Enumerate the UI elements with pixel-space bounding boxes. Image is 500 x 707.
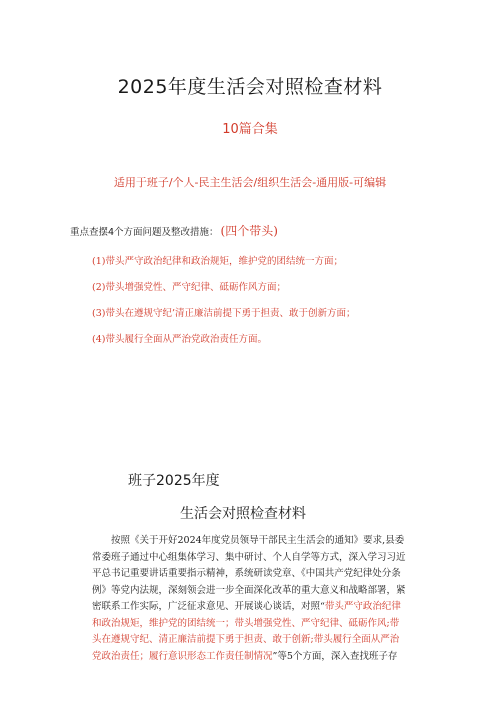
paragraph-line xyxy=(92,550,434,567)
highlight-text: 头在遵规守纪、清正廉洁前提下勇于担责、敢于创新;带头履行全面从严治 xyxy=(92,634,400,645)
line-text: 平总书记重要讲话重要指示精神，系统研读党章、《中国共产党纪律处分条 xyxy=(92,568,401,579)
paragraph-line xyxy=(92,632,434,649)
focus-heading xyxy=(70,222,278,239)
applicability-note: 适用于班子/个人-民主生活会/组织生活会-通用版-可编辑 xyxy=(113,176,387,189)
focus-item: (2)带头增强党性、严守纪律、砥砺作风方面； xyxy=(92,282,286,293)
paragraph-line xyxy=(92,616,434,633)
focus-item-list xyxy=(92,255,482,359)
line-text: ”等5个方面，深入查找班子存 xyxy=(272,650,398,662)
focus-tag: (四个带头) xyxy=(220,224,278,238)
highlight-text: 党政治责任；履行意识形态工作责任制情况 xyxy=(92,650,273,662)
paragraph-line xyxy=(92,599,434,616)
focus-item: (4)带头履行全面从严治党政治责任方面。 xyxy=(92,334,267,345)
focus-item: (1)带头严守政治纪律和政治规矩，维护党的团结统一方面； xyxy=(92,256,343,267)
body-paragraph xyxy=(92,533,434,665)
line-text: 密联系工作实际，广泛征求意见、开展谈心谈话，对照“ xyxy=(92,601,325,612)
highlight-text: 和政治规矩，维护党的团结统一；带头增强党性、严守纪律、砥砺作风;带 xyxy=(92,617,400,629)
line-text: 常委班子通过中心组集体学习、集中研讨、个人自学等方式，深入学习习近 xyxy=(92,551,406,563)
section-title-line2: 生活会对照检查材料 xyxy=(180,506,306,522)
paragraph-line xyxy=(92,533,434,550)
paragraph-line xyxy=(92,649,434,666)
line-text: 按照《关于开好2024年度党员领导干部民主生活会的通知》要求,县委 xyxy=(111,535,405,546)
highlight-text: 带头严守政治纪律 xyxy=(324,601,401,612)
line-text: 例》等党内法规，深刻领会进一步全面深化改革的重大意义和战略部署，紧 xyxy=(92,584,406,596)
section-title-line1: 班子2025年度 xyxy=(128,473,220,489)
document-title: 2025年度生活会对照检查材料 xyxy=(117,76,383,98)
document-subtitle: 10篇合集 xyxy=(222,122,278,137)
focus-label: 重点查摆4个方面问题及整改措施： xyxy=(70,227,219,238)
paragraph-line xyxy=(92,583,434,600)
focus-item: (3)带头在遵规守纪’清正廉洁前提下勇于担责、敢于创新方面； xyxy=(92,308,356,319)
paragraph-line xyxy=(92,566,434,583)
